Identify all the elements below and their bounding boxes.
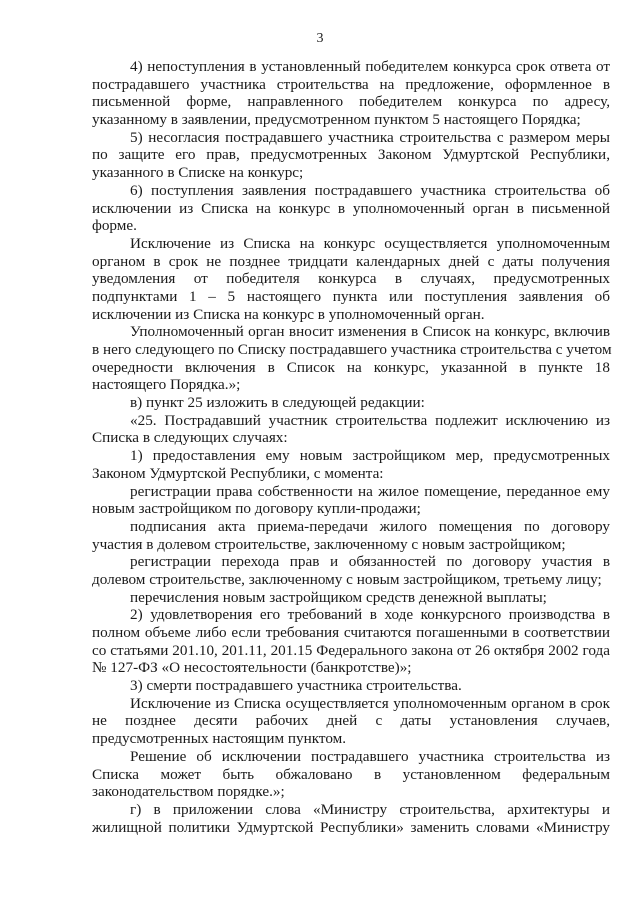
text-line: Списка может быть обжаловано в установленном федеральным	[92, 765, 610, 783]
text-line: 3) смерти пострадавшего участника строительства.	[130, 677, 462, 695]
text-line: письменной форме, направленного победителем конкурса по адресу,	[92, 93, 610, 111]
text-line: со статьями 201.10, 201.11, 201.15 Федерального закона от 26 октября 2002 года	[92, 641, 610, 659]
text-line: г) в приложении слова «Министру строительства, архитектуры и	[130, 800, 610, 818]
text-line: полном объеме либо если требования считаются погашенными в соответствии	[92, 624, 610, 641]
text-line: 2) удовлетворения его требований в ходе конкурсного производства в	[130, 606, 610, 624]
text-line: настоящего Порядка.»;	[92, 376, 241, 394]
text-line: долевом строительстве, заключенному с новым застройщиком, третьему лицу;	[92, 570, 602, 588]
text-line: 1) предоставления ему новым застройщиком мер, предусмотренных	[130, 447, 610, 465]
text-line: Законом Удмуртской Республики, с момента:	[92, 464, 384, 482]
text-line: подписания акта приема-передачи жилого помещения по договору	[130, 517, 610, 535]
text-line: указанному в заявлении, предусмотренном пунктом 5 настоящего Порядка;	[92, 111, 581, 129]
text-line: подпунктами 1 – 5 настоящего пункта или поступления заявления об	[92, 287, 610, 305]
text-line: участия в долевом строительстве, заключенному с новым застройщиком;	[92, 535, 566, 553]
text-line: регистрации перехода прав и обязанностей по договору участия в	[130, 553, 610, 571]
text-line: не позднее десяти рабочих дней с даты установления случаев,	[92, 712, 610, 730]
text-line: новым застройщиком по договору купли-продажи;	[92, 500, 421, 518]
text-line: жилищной политики Удмуртской Республики» заменить словами «Министру	[92, 818, 610, 836]
text-line: уведомления от победителя конкурса в случаях, предусмотренных	[92, 270, 610, 288]
text-line: «25. Пострадавший участник строительства подлежит исключению из	[130, 411, 610, 429]
text-line: по защите его прав, предусмотренных Законом Удмуртской Республики,	[92, 146, 610, 164]
text-line: Исключение из Списка на конкурс осуществляется уполномоченным	[130, 234, 610, 252]
text-line: форме.	[92, 217, 137, 235]
text-line: очередности включения в Список на конкурс, указанной в пункте 18	[92, 358, 610, 376]
text-line: Уполномоченный орган вносит изменения в Список на конкурс, включив	[130, 323, 610, 341]
text-line: Решение об исключении пострадавшего участника строительства из	[130, 747, 610, 765]
text-line: в него следующего по Списку пострадавшего участника строительства с учетом	[92, 341, 612, 358]
text-line: пострадавшего участника строительства на предложение, оформленное в	[92, 75, 610, 93]
text-line: законодательством порядке.»;	[92, 783, 285, 801]
text-line: исключении из Списка на конкурс в уполномоченный орган.	[92, 305, 485, 323]
text-line: регистрации права собственности на жилое помещение, переданное ему	[130, 482, 610, 500]
text-line: органом в срок не позднее тридцати календарных дней с даты получения	[92, 252, 610, 270]
text-line: № 127-ФЗ «О несостоятельности (банкротстве)»;	[92, 659, 412, 677]
text-line: 6) поступления заявления пострадавшего участника строительства об	[130, 181, 610, 199]
text-line: в) пункт 25 изложить в следующей редакции:	[130, 394, 425, 412]
text-line: предусмотренных настоящим пунктом.	[92, 730, 347, 748]
text-line: 5) несогласия пострадавшего участника строительства с размером меры	[130, 128, 610, 146]
text-line: перечисления новым застройщиком средств денежной выплаты;	[130, 588, 547, 606]
document-body	[92, 58, 610, 836]
text-line: Исключение из Списка осуществляется уполномоченным органом в срок	[130, 694, 610, 712]
text-line: исключении из Списка на конкурс в уполномоченный орган в письменной	[92, 199, 610, 217]
text-line: Списка в следующих случаях:	[92, 429, 288, 447]
text-line: указанного в Списке на конкурс;	[92, 164, 304, 182]
text-line: 4) непоступления в установленный победителем конкурса срок ответа от	[130, 58, 610, 75]
page-number: 3	[316, 31, 324, 46]
